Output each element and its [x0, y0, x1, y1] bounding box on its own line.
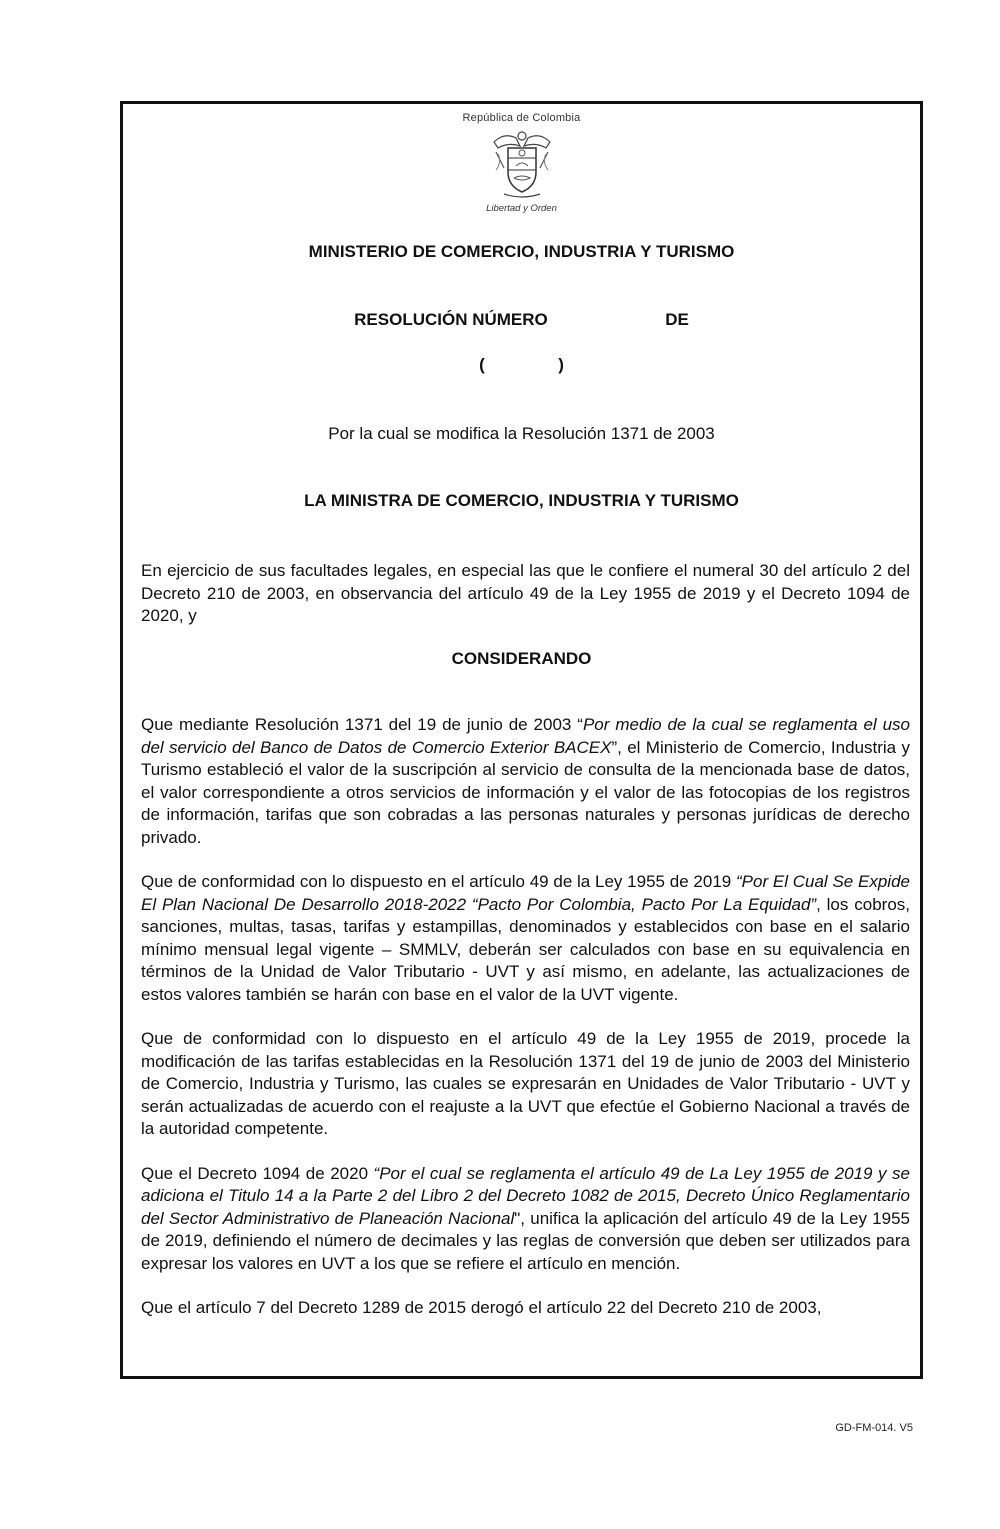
- document-frame: [120, 101, 923, 1379]
- resolution-date-parentheses: [123, 355, 920, 375]
- country-name: República de Colombia: [462, 112, 581, 124]
- paragraph-2: [141, 871, 910, 1006]
- paragraph-4: [141, 1163, 910, 1276]
- paragraph-5: Que el artículo 7 del Decreto 1289 de 2015 derogó el artículo 22 del Decreto 210 de 2003,: [141, 1298, 822, 1317]
- authority-heading: LA MINISTRA DE COMERCIO, INDUSTRIA Y TURISMO: [304, 491, 739, 510]
- paren-open: (: [479, 355, 485, 374]
- paragraph-1-title: Por medio de la cual se reglamenta el uso del servicio del Banco de Datos de Comercio Exterior BACEX: [141, 715, 911, 757]
- form-code: GD-FM-014. V5: [835, 1422, 913, 1434]
- resolution-label: RESOLUCIÓN NÚMERO: [354, 310, 548, 329]
- resolution-de: DE: [665, 310, 689, 329]
- paragraph-1-text-a: Que mediante Resolución 1371 del 19 de junio de 2003 “: [141, 715, 583, 734]
- preamble-text: En ejercicio de sus facultades legales, en especial las que le confiere el numeral 30 del artículo 2 del Decreto 210 de 2003, en observancia del artículo 49 de la Ley 1955 de 2019 y el Decreto 1094 de 2020, y: [141, 561, 910, 625]
- preamble-paragraph: [141, 560, 910, 650]
- paragraph-4-text-c: ", unifica la aplicación del artículo 49 de la Ley 1955 de 2019, definiendo el número de decimales y las reglas de conversión que deben ser utilizados para expresar los valores en UVT a los que se refiere el artículo en mención.: [141, 1208, 910, 1273]
- considerations-body: [141, 714, 910, 1342]
- paragraph-1-text-c: ”, el Ministerio de Comercio, Industria y Turismo estableció el valor de la suscripción al servicio de consulta de la mencionada base de datos, el valor correspondiente a otros servicios de información y el valor de las fotocopias de los registros de información, tarifas que son cobradas a las personas naturales y personas jurídicas de derecho privado.: [141, 737, 910, 847]
- coat-of-arms-icon: [490, 128, 554, 202]
- paragraph-2-text-a: Que de conformidad con lo dispuesto en el artículo 49 de la Ley 1955 de 2019: [141, 872, 736, 891]
- considerando-heading: CONSIDERANDO: [451, 649, 592, 668]
- paragraph-4-text-a: Que el Decreto 1094 de 2020: [141, 1163, 374, 1183]
- paragraph-2-text-c: , los cobros, sanciones, multas, tasas, tarifas y estampillas, denominados y establecidos con base en el salario mínimo mensual legal vigente – SMMLV, deberán ser calculados con base en su equivalencia en términos de la Unidad de Valor Tributario - UVT y así mismo, en adelante, las actualizaciones de estos valores también se harán con base en el valor de la UVT vigente.: [141, 894, 910, 1004]
- ministry-heading: MINISTERIO DE COMERCIO, INDUSTRIA Y TURISMO: [308, 242, 735, 261]
- resolution-subject: Por la cual se modifica la Resolución 1371 de 2003: [328, 424, 715, 443]
- letterhead: [123, 112, 920, 214]
- paragraph-4-title: “Por el cual se reglamenta el artículo 49 de La Ley 1955 de 2019 y se adiciona el Titulo 14 a la Parte 2 del Libro 2 del Decreto 1082 de 2015, Decreto Único Reglamentario del Sector Administrativo de Planeación Nacional: [141, 1163, 910, 1228]
- paragraph-2-title: “Por El Cual Se Expide El Plan Nacional De Desarrollo 2018-2022 “Pacto Por Colombia, Pacto Por La Equidad”: [141, 872, 910, 914]
- paragraph-1: [141, 714, 910, 849]
- motto: Libertad y Orden: [486, 203, 557, 214]
- paragraph-3: Que de conformidad con lo dispuesto en el artículo 49 de la Ley 1955 de 2019, procede la modificación de las tarifas establecidas en la Resolución 1371 del 19 de junio de 2003 del Ministerio de Comercio, Industria y Turismo, las cuales se expresarán en Unidades de Valor Tributario - UVT y serán actualizadas de acuerdo con el reajuste a la UVT que efectúe el Gobierno Nacional a través de la autoridad competente.: [141, 1029, 910, 1138]
- resolution-number-line: [123, 310, 920, 330]
- paren-close: ): [558, 355, 564, 374]
